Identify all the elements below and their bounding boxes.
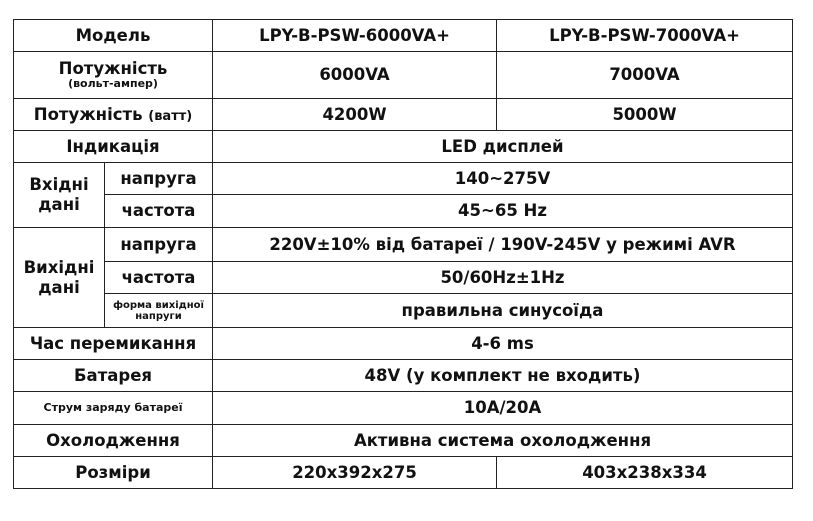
table-row	[14, 163, 793, 195]
output-label-cell	[14, 228, 105, 328]
dimensions-label: Розміри	[14, 457, 213, 489]
input-label-line2: дані	[38, 195, 80, 214]
power-va-a: 6000VA	[213, 52, 497, 99]
charge-current-value: 10A/20A	[213, 392, 793, 425]
specification-table	[13, 19, 793, 489]
transfer-time-label: Час перемикання	[14, 328, 213, 360]
output-voltage-label: напруга	[105, 228, 213, 262]
table-row	[14, 328, 793, 360]
input-label-cell	[14, 163, 105, 228]
input-voltage-label: напруга	[105, 163, 213, 195]
model-b: LPY-B-PSW-7000VA+	[497, 20, 793, 52]
input-label-line1: Вхідні	[29, 175, 89, 195]
input-frequency: 45~65 Hz	[213, 195, 793, 228]
power-va-b: 7000VA	[497, 52, 793, 99]
table-row	[14, 457, 793, 489]
output-label-line2: дані	[38, 277, 80, 297]
table-row	[14, 294, 793, 328]
power-w-a: 4200W	[213, 99, 497, 131]
table-row	[14, 52, 793, 99]
output-frequency: 50/60Hz±1Hz	[213, 262, 793, 294]
cooling-label: Охолодження	[14, 425, 213, 457]
transfer-time-value: 4-6 ms	[213, 328, 793, 360]
power-w-b: 5000W	[497, 99, 793, 131]
output-label-line1: Вихідні	[23, 257, 95, 277]
output-waveform-label-line2: напруги	[135, 310, 182, 322]
table-row	[14, 360, 793, 392]
table-row	[14, 20, 793, 52]
output-waveform: правильна синусоїда	[213, 294, 793, 328]
table-row	[14, 195, 793, 228]
output-waveform-label-cell	[105, 294, 213, 328]
power-w-label: Потужність	[33, 104, 143, 124]
cooling-value: Активна система охолодження	[213, 425, 793, 457]
battery-value: 48V (у комплект не входить)	[213, 360, 793, 392]
power-w-label-cell	[14, 99, 213, 131]
battery-label: Батарея	[14, 360, 213, 392]
power-va-label-cell	[14, 52, 213, 99]
dimensions-b: 403x238x334	[497, 457, 793, 489]
table-row	[14, 262, 793, 294]
output-voltage: 220V±10% від батареї / 190V-245V у режимі AVR	[213, 228, 793, 262]
input-frequency-label: частота	[105, 195, 213, 228]
output-frequency-label: частота	[105, 262, 213, 294]
model-a: LPY-B-PSW-6000VA+	[213, 20, 497, 52]
table-row	[14, 392, 793, 425]
power-w-unit: (ватт)	[148, 108, 193, 124]
indication-value: LED дисплей	[213, 131, 793, 163]
power-va-label: Потужність	[58, 59, 168, 79]
charge-current-label: Струм заряду батареї	[14, 392, 213, 425]
table-row	[14, 99, 793, 131]
table-row	[14, 131, 793, 163]
table-row	[14, 425, 793, 457]
dimensions-a: 220x392x275	[213, 457, 497, 489]
model-label: Модель	[14, 20, 213, 52]
table-row	[14, 228, 793, 262]
output-waveform-label-line1: форма вихідної	[113, 299, 204, 311]
indication-label: Індикація	[14, 131, 213, 163]
power-va-unit: (вольт-ампер)	[68, 77, 158, 91]
input-voltage: 140~275V	[213, 163, 793, 195]
